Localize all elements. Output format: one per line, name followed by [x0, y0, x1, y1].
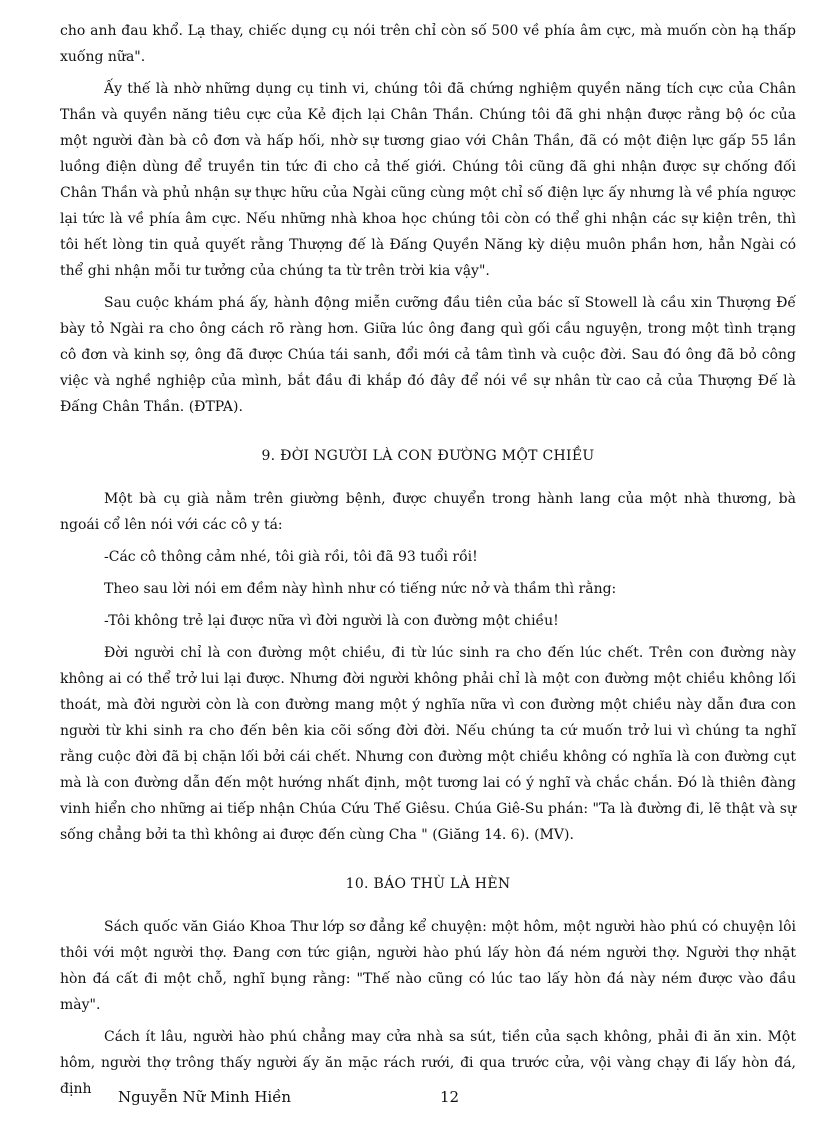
paragraph: Một bà cụ già nằm trên giường bệnh, được chuyển trong hành lang của một nhà thương, bà ngoái cổ lên nói với các cô y tá: [60, 491, 796, 533]
section-heading: 10. BÁO THÙ LÀ HÈN [345, 876, 511, 892]
paragraph: Cách ít lâu, người hào phú chẳng may cửa nhà sa sút, tiền của sạch không, phải đi ăn xin. Một hôm, người thợ trông thấy người ấy ăn mặc rách rưới, đi qua trước cửa, vội vàng chạy đi lấy hòn đá, định [60, 1029, 796, 1097]
paragraph: Đời người chỉ là con đường một chiều, đi từ lúc sinh ra cho đến lúc chết. Trên con đường này không ai có thể trở lui lại được. Nhưng đời người không phải chỉ là một con đường một chiều không lối thoát, mà đời người còn là con đường mang một ý nghĩa nữa vì con đường một chiều này dẫn đưa con người từ khi sinh ra cho đến bên kia cõi sống đời đời. Nếu chúng ta cứ muốn trở lui vì chúng ta nghĩ rằng cuộc đời đã bị chặn lối bởi cái chết. Nhưng con đường một chiều không có nghĩa là con đường cụt mà là con đường dẫn đến một hướng nhất định, một tương lai có ý nghĩ và chắc chắn. Đó là thiên đàng vinh hiển cho những ai tiếp nhận Chúa Cứu Thế Giêsu. Chúa Giê-Su phán: "Ta là đường đi, lẽ thật và sự sống chẳng bởi ta thì không ai được đến cùng Cha " (Giăng 14. 6). (MV). [60, 645, 796, 843]
paragraph: cho anh đau khổ. Lạ thay, chiếc dụng cụ nói trên chỉ còn số 500 về phía âm cực, mà muốn còn hạ thấp xuống nữa". [60, 23, 796, 65]
paragraph: Sau cuộc khám phá ấy, hành động miễn cưỡng đầu tiên của bác sĩ Stowell là cầu xin Thượng Đế bày tỏ Ngài ra cho ông cách rõ ràng hơn. Giữa lúc ông đang quì gối cầu nguyện, trong một tình trạng cô đơn và kinh sợ, ông đã được Chúa tái sanh, đổi mới cả tâm tình và cuộc đời. Sau đó ông đã bỏ công việc và nghề nghiệp của mình, bắt đầu đi khắp đó đây để nói về sự nhân từ cao cả của Thượng Đế là Đấng Chân Thần. (ĐTPA). [60, 295, 796, 415]
paragraph: Ấy thế là nhờ những dụng cụ tinh vi, chúng tôi đã chứng nghiệm quyền năng tích cực của Chân Thần và quyền năng tiêu cực của Kẻ địch lại Chân Thần. Chúng tôi đã ghi nhận được rằng bộ óc của một người đàn bà cô đơn và hấp hối, nhờ sự tương giao với Chân Thần, đã có một điện lực gấp 55 lần luồng điện dùng để truyền tin tức đi cho cả thế giới. Chúng tôi cũng đã ghi nhận được sự chống đối Chân Thần và phủ nhận sự thực hữu của Ngài cũng cùng một chỉ số điện lực ấy nhưng là về phía ngược lại tức là về phía âm cực. Nếu những nhà khoa học chúng tôi còn có thể ghi nhận các sự kiện trên, thì tôi hết lòng tin quả quyết rằng Thượng đế là Đấng Quyền Năng kỳ diệu muôn phần hơn, hẳn Ngài có thể ghi nhận mỗi tư tưởng của chúng ta từ trên trời kia vậy". [60, 81, 796, 279]
footer-author: Nguyễn Nữ Minh Hiền [118, 1088, 292, 1106]
section-heading: 9. ĐỜI NGƯỜI LÀ CON ĐƯỜNG MỘT CHIỀU [261, 448, 595, 464]
paragraph: Sách quốc văn Giáo Khoa Thư lớp sơ đẳng kể chuyện: một hôm, một người hào phú có chuyện lôi thôi với một người thợ. Đang cơn tức giận, người hào phú lấy hòn đá ném người thợ. Người thợ nhặt hòn đá cất đi một chỗ, nghĩ bụng rằng: "Thế nào cũng có lúc tao lấy hòn đá này ném được vào đầu mày". [60, 919, 796, 1013]
page-number: 12 [440, 1088, 460, 1106]
document-body [60, 18, 796, 1108]
paragraph: -Tôi không trẻ lại được nữa vì đời người là con đường một chiều! [104, 613, 559, 629]
paragraph: Theo sau lời nói em đềm này hình như có tiếng nức nở và thầm thì rằng: [104, 581, 617, 597]
paragraph: -Các cô thông cảm nhé, tôi già rồi, tôi đã 93 tuổi rồi! [104, 549, 478, 565]
